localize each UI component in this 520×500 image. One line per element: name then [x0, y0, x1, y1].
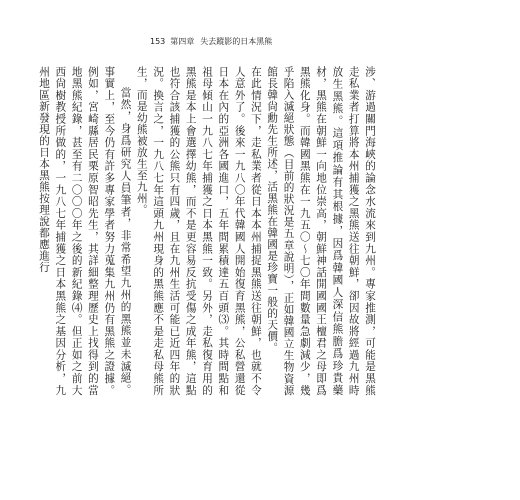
- chapter-label: 第四章: [170, 37, 195, 46]
- paragraph-1: 涉、游過關門海峽的論念水流來到九州。專家推測，可能是黑熊走私業者打算將本州捕獲之黑熊送往朝鮮，卻因故將經過九州時放生黑熊。這項推論有其根據，因爲韓國人深信熊膽爲珍貴藥材，黑熊在朝鮮一向地位崇高，朝鮮神話開國國王檀君之母即爲黑熊化身。而韓國黑熊在一九五〇〜七〇年間數量急劇減少，幾乎陷入滅絕狀態（目前的狀況是五章說明），正如韓國立生物資源館長韓尙勳先生所述，活黑熊在韓國是珍寶一般的天價。: [266, 66, 376, 396]
- running-header: [150, 36, 272, 47]
- paragraph-3: 當然，身爲研究人員筆者，非常希望九州的黑熊並未滅絕。事實上，至今仍有許多專家學者努力蒐集九州仍有黑熊之證據。例如，宮崎縣居民栗原智昭先生，其詳細整理歷史上找得到的當地黑熊紀錄，甚至有二〇〇〇年之後的新紀錄⑷。但正如之前大西尙樹教授所做的，一九八七年捕獲之日本黑熊之基因分析，九州地區新發現的日本黑熊按理說都應進行: [38, 66, 132, 396]
- vertical-text-block: [38, 66, 378, 396]
- page-number: 153: [150, 37, 166, 46]
- paragraph-2: 在此情況下，走私業者從日本本州捕捉黑熊送往朝鮮，也就不令人意外了。後來一九八〇年代韓國人開始復育黑熊，公私營還從日本在內的亞洲各國進口，五年間累積達五百頭⑶。其時間點和祖母傾山一九八七年捕獲之日本黑熊一致。另外，走私復育用的黑熊是本上會選擇幼熊，而不是更容易反抗受傷之成年熊，這點也符合該捕獲的公熊只有四歲，且在九州生活可能已近四年的狀況。換言之，一九八七年這頭九州現身的黑熊應不是走私母熊所生，而是幼熊被放生至九州。: [135, 66, 262, 396]
- chapter-title: 失去蹤影的日本黑熊: [200, 37, 273, 46]
